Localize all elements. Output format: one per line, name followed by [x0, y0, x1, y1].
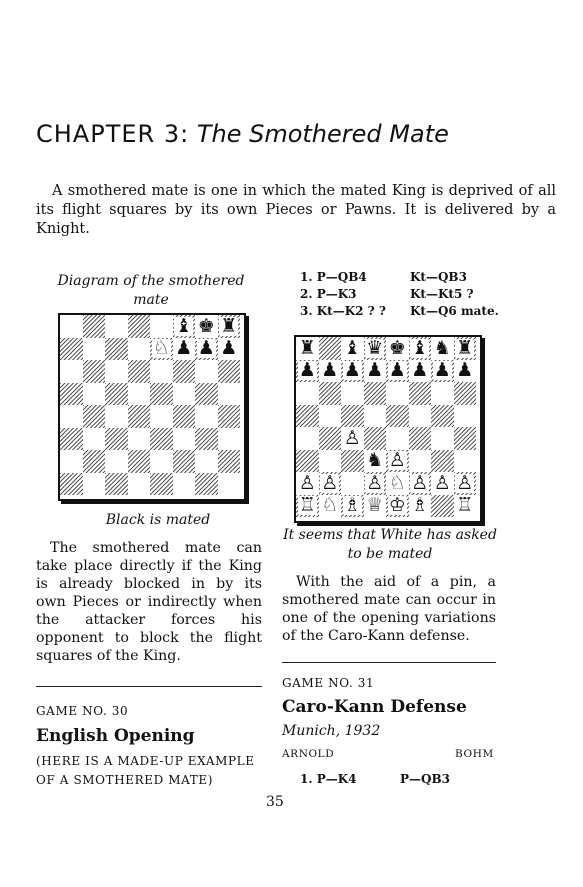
board-square: [431, 427, 454, 450]
board-square: [409, 382, 432, 405]
chess-piece-icon: ♟: [175, 337, 193, 360]
board-square: [195, 428, 218, 451]
chess-piece-icon: ♝: [175, 314, 193, 337]
board-square: [364, 360, 387, 383]
chess-piece-icon: ♙: [411, 471, 429, 494]
board-square: [128, 450, 151, 473]
board-square: [218, 473, 241, 496]
move-white: P—QB4: [316, 270, 367, 284]
chess-piece-icon: ♟: [366, 359, 384, 382]
board-square: [105, 315, 128, 338]
board-square: [150, 428, 173, 451]
board-square: [150, 315, 173, 338]
board-square: [319, 382, 342, 405]
board-square: [83, 360, 106, 383]
board-square: [60, 315, 83, 338]
board-square: [296, 450, 319, 473]
chess-piece-icon: ♜: [456, 336, 474, 359]
chapter-title: The Smothered Mate: [196, 120, 449, 148]
move-black: Kt—Q6 mate.: [410, 304, 499, 318]
board-square: [454, 337, 477, 360]
move-black: Kt—Kt5 ?: [410, 287, 474, 301]
board-square: [454, 382, 477, 405]
board-square: [431, 495, 454, 518]
game31-place: Munich, 1932: [282, 723, 381, 739]
board-square: [431, 405, 454, 428]
board-square: [60, 338, 83, 361]
board-square: [341, 472, 364, 495]
move-black: Kt—QB3: [410, 270, 467, 284]
board-square: [150, 450, 173, 473]
board-square: [386, 472, 409, 495]
board-square: [431, 450, 454, 473]
board-square: [60, 405, 83, 428]
chess-piece-icon: ♗: [343, 494, 361, 517]
board-square: [173, 360, 196, 383]
board-square: [454, 405, 477, 428]
board-square: [364, 427, 387, 450]
chess-piece-icon: ♙: [366, 471, 384, 494]
board-square: [173, 315, 196, 338]
game30-label: GAME NO. 30: [36, 704, 129, 718]
chess-piece-icon: ♟: [321, 359, 339, 382]
move-white: P—K3: [316, 287, 357, 301]
board-square: [296, 382, 319, 405]
board-square: [150, 383, 173, 406]
move-number: 1.: [300, 270, 313, 284]
board-square: [409, 450, 432, 473]
chess-piece-icon: ♙: [388, 449, 406, 472]
chapter-label: CHAPTER 3:: [36, 120, 190, 148]
chess-piece-icon: ♚: [197, 314, 215, 337]
board-square: [454, 450, 477, 473]
move-black: P—QB3: [400, 772, 450, 786]
board-square: [296, 405, 319, 428]
board-square: [364, 472, 387, 495]
board-square: [341, 450, 364, 473]
chess-piece-icon: ♞: [366, 449, 384, 472]
board-square: [319, 337, 342, 360]
board-square: [83, 383, 106, 406]
move-white: Kt—K2 ? ?: [316, 304, 386, 318]
board-square: [409, 495, 432, 518]
board-square: [218, 383, 241, 406]
board-square: [364, 450, 387, 473]
board-square: [128, 383, 151, 406]
chess-piece-icon: ♝: [343, 336, 361, 359]
chess-piece-icon: ♖: [456, 494, 474, 517]
board-square: [195, 450, 218, 473]
chess-piece-icon: ♛: [366, 336, 384, 359]
board-square: [364, 495, 387, 518]
move-number: 1.: [300, 772, 313, 786]
board-square: [83, 405, 106, 428]
board-square: [319, 427, 342, 450]
board-square: [195, 338, 218, 361]
chess-piece-icon: ♙: [298, 471, 316, 494]
board-square: [454, 360, 477, 383]
board-square: [341, 427, 364, 450]
board-square: [319, 405, 342, 428]
board-square: [409, 405, 432, 428]
board-square: [409, 472, 432, 495]
board-square: [296, 495, 319, 518]
board-square: [319, 495, 342, 518]
chess-piece-icon: ♘: [152, 337, 170, 360]
chess-piece-icon: ♟: [411, 359, 429, 382]
board-square: [431, 360, 454, 383]
intro-paragraph: A smothered mate is one in which the mated King is deprived of all its flight squares by its own Pieces or Pawns. It is delivered by a Knight.: [36, 183, 556, 237]
board-square: [105, 383, 128, 406]
board-square: [364, 405, 387, 428]
chess-piece-icon: ♟: [298, 359, 316, 382]
board-square: [60, 360, 83, 383]
chess-piece-icon: ♜: [220, 314, 238, 337]
board-square: [105, 428, 128, 451]
board-square: [218, 338, 241, 361]
chess-piece-icon: ♞: [433, 336, 451, 359]
board-square: [296, 360, 319, 383]
board-square: [409, 360, 432, 383]
board-square: [296, 337, 319, 360]
page-number: 35: [266, 794, 284, 810]
chess-diagram-1: [58, 313, 246, 501]
board-square: [195, 405, 218, 428]
board-square: [431, 472, 454, 495]
left-divider: [36, 686, 262, 687]
board-square: [83, 473, 106, 496]
chess-piece-icon: ♙: [433, 471, 451, 494]
board-square: [83, 450, 106, 473]
game31-black-player: BOHM: [455, 748, 494, 760]
move-number: 3.: [300, 304, 313, 318]
board-square: [454, 495, 477, 518]
board-square: [341, 360, 364, 383]
board-square: [150, 360, 173, 383]
move-white: P—K4: [316, 772, 357, 786]
board-square: [195, 473, 218, 496]
board-square: [364, 382, 387, 405]
board-square: [60, 450, 83, 473]
board-square: [296, 472, 319, 495]
board-square: [218, 360, 241, 383]
chess-piece-icon: ♚: [388, 336, 406, 359]
diagram2-caption: It seems that White has asked to be mated: [283, 527, 497, 562]
chess-piece-icon: ♟: [456, 359, 474, 382]
board-square: [173, 338, 196, 361]
board-square: [386, 427, 409, 450]
moves-list: [300, 270, 510, 330]
board-square: [386, 337, 409, 360]
board-square: [150, 338, 173, 361]
chess-piece-icon: ♘: [388, 471, 406, 494]
board-square: [105, 360, 128, 383]
chess-piece-icon: ♟: [343, 359, 361, 382]
board-square: [386, 382, 409, 405]
chess-piece-icon: ♕: [366, 494, 384, 517]
board-square: [364, 337, 387, 360]
game31-label: GAME NO. 31: [282, 676, 375, 690]
board-square: [454, 472, 477, 495]
board-square: [173, 473, 196, 496]
board-square: [128, 428, 151, 451]
left-paragraph: The smothered mate can take place directly if the King is already blocked in by its own Pieces or indirectly when the attacker forces his opponent to block the flight squares of the King.: [36, 540, 262, 664]
chess-piece-icon: ♙: [456, 471, 474, 494]
board-square: [128, 315, 151, 338]
diagram1-caption-top: Diagram of the smothered mate: [57, 273, 245, 308]
board-square: [173, 383, 196, 406]
board-square: [341, 337, 364, 360]
board-square: [105, 405, 128, 428]
board-square: [128, 360, 151, 383]
game30-title: English Opening: [36, 726, 195, 746]
chess-piece-icon: ♟: [220, 337, 238, 360]
board-square: [173, 450, 196, 473]
chess-piece-icon: ♙: [321, 471, 339, 494]
board-square: [128, 405, 151, 428]
chess-piece-icon: ♔: [388, 494, 406, 517]
chapter-heading: [36, 120, 449, 148]
board-square: [386, 360, 409, 383]
board-square: [454, 427, 477, 450]
game30-note: (HERE IS A MADE-UP EXAMPLE OF A SMOTHERED MATE): [36, 754, 255, 787]
board-square: [105, 450, 128, 473]
game31-move-1: [300, 772, 357, 786]
board-square: [218, 405, 241, 428]
board-square: [431, 382, 454, 405]
chess-piece-icon: ♘: [321, 494, 339, 517]
board-square: [83, 338, 106, 361]
board-square: [150, 405, 173, 428]
board-square: [60, 428, 83, 451]
board-square: [218, 315, 241, 338]
chess-piece-icon: ♟: [388, 359, 406, 382]
chess-diagram-2: [294, 335, 482, 523]
board-square: [173, 428, 196, 451]
board-square: [409, 337, 432, 360]
chess-piece-icon: ♗: [411, 494, 429, 517]
chess-piece-icon: ♙: [343, 426, 361, 449]
chess-piece-icon: ♟: [197, 337, 215, 360]
board-square: [319, 360, 342, 383]
board-square: [341, 382, 364, 405]
board-square: [195, 315, 218, 338]
board-square: [341, 405, 364, 428]
board-square: [128, 338, 151, 361]
board-square: [150, 473, 173, 496]
board-square: [83, 428, 106, 451]
chess-piece-icon: ♜: [298, 336, 316, 359]
board-square: [195, 383, 218, 406]
board-square: [409, 427, 432, 450]
board-square: [341, 495, 364, 518]
board-square: [218, 428, 241, 451]
right-paragraph: With the aid of a pin, a smothered mate can occur in one of the opening variations of the Caro-Kann defense.: [282, 574, 496, 644]
board-square: [60, 383, 83, 406]
board-square: [60, 473, 83, 496]
board-square: [105, 473, 128, 496]
board-square: [195, 360, 218, 383]
chess-piece-icon: ♝: [411, 336, 429, 359]
chess-piece-icon: ♟: [433, 359, 451, 382]
diagram1-caption-bottom: Black is mated: [105, 512, 211, 528]
board-square: [128, 473, 151, 496]
right-divider: [282, 662, 496, 663]
board-square: [218, 450, 241, 473]
board-square: [431, 337, 454, 360]
board-square: [319, 450, 342, 473]
board-square: [83, 315, 106, 338]
game31-white-player: ARNOLD: [282, 748, 335, 760]
game31-title: Caro-Kann Defense: [282, 697, 467, 717]
board-square: [296, 427, 319, 450]
board-square: [173, 405, 196, 428]
board-square: [319, 472, 342, 495]
board-square: [386, 495, 409, 518]
board-square: [386, 405, 409, 428]
chess-piece-icon: ♖: [298, 494, 316, 517]
board-square: [386, 450, 409, 473]
board-square: [105, 338, 128, 361]
move-number: 2.: [300, 287, 313, 301]
